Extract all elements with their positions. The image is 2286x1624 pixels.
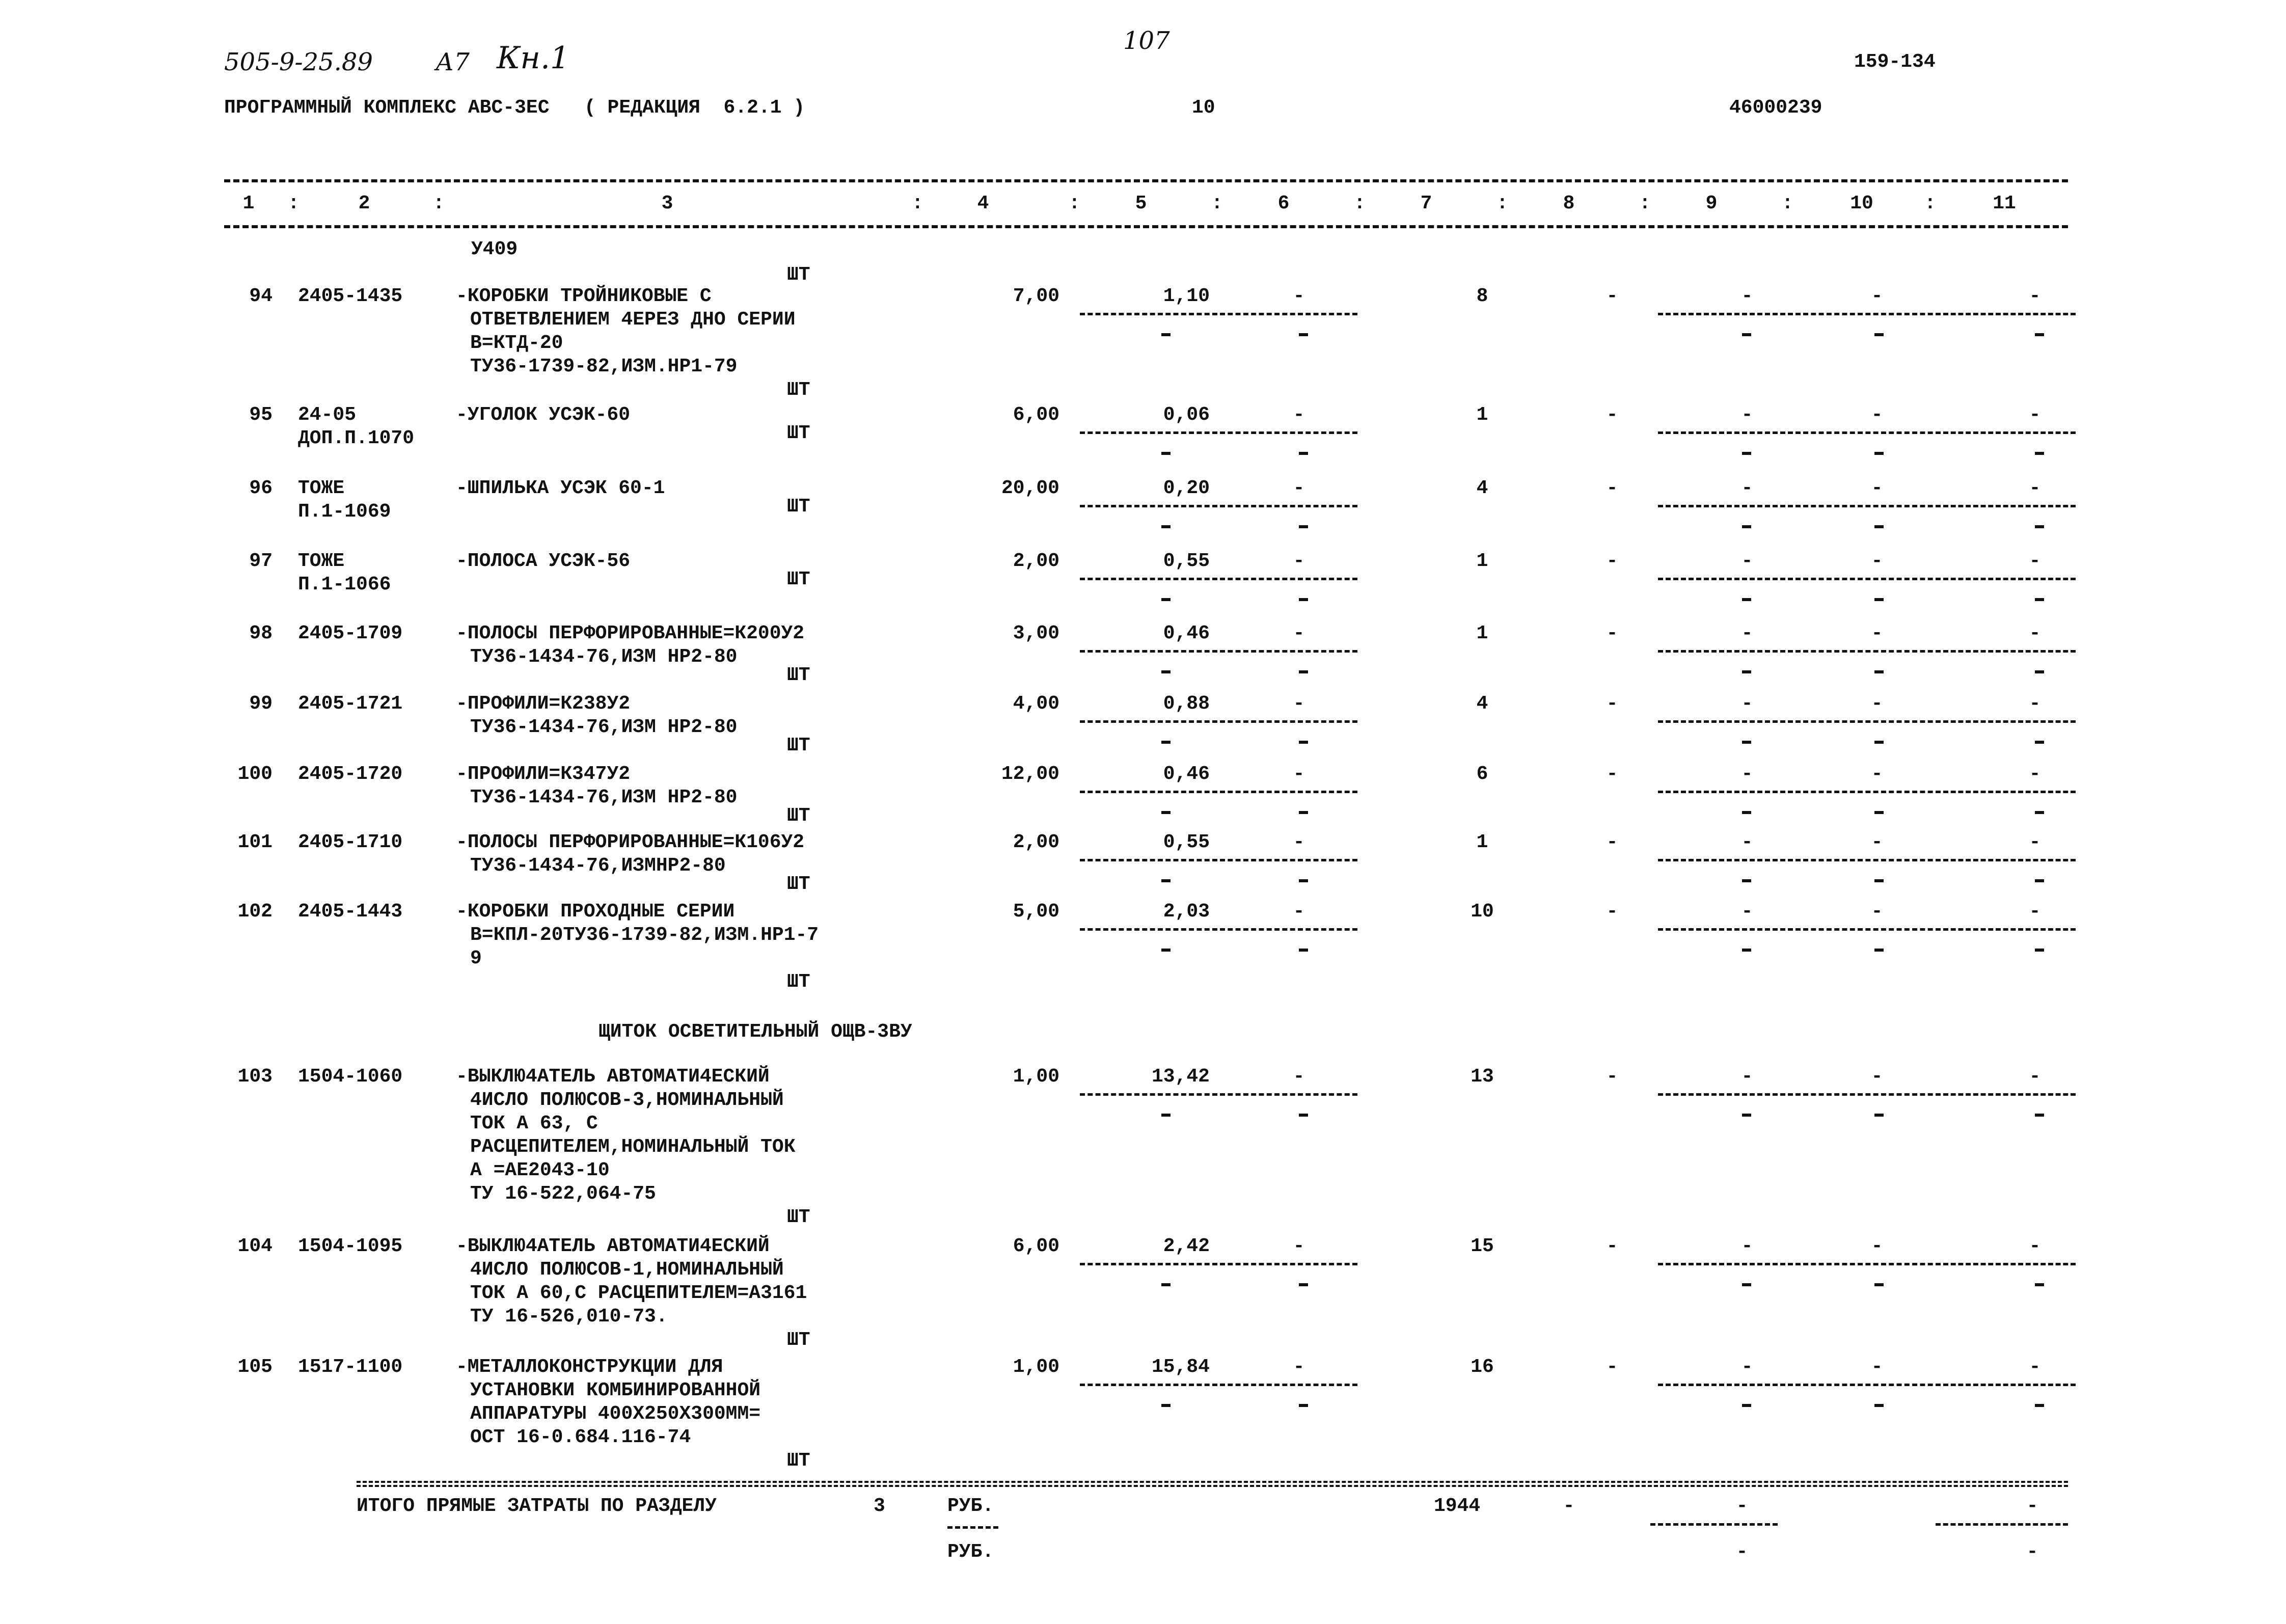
- item-description: РАСЦЕПИТЕЛЕМ,НОМИНАЛЬНЫЙ ТОК: [470, 1136, 796, 1158]
- doc-id: 46000239: [1729, 97, 1822, 119]
- item-unit: ШТ: [787, 664, 810, 686]
- cell-c8: -: [1606, 831, 1618, 853]
- item-description: ОТВЕТВЛЕНИЕМ 4ЕРЕЗ ДНО СЕРИИ: [470, 309, 796, 331]
- item-description: -ПРОФИЛИ=К238У2: [456, 693, 631, 715]
- item-code: 2405-1443: [298, 901, 403, 923]
- item-description: -ПОЛОСЫ ПЕРФОРИРОВАННЫЕ=К106У2: [456, 831, 805, 853]
- cell-c11: -: [2029, 477, 2041, 499]
- cell-c6: -: [1293, 550, 1305, 572]
- item-description: 4ИСЛО ПОЛЮСОВ-3,НОМИНАЛЬНЫЙ: [470, 1089, 784, 1111]
- item-code: ДОП.П.1070: [298, 427, 415, 449]
- cell-c9: -: [1741, 1066, 1753, 1088]
- cell-c10: -: [1871, 901, 1883, 923]
- item-description: ТУ36-1434-76,ИЗМ НР2-80: [470, 787, 738, 808]
- cell-c6: -: [1293, 831, 1305, 853]
- row-number: 102: [237, 901, 273, 923]
- item-description: -ПРОФИЛИ=К347У2: [456, 763, 631, 785]
- cell-c10: -: [1871, 831, 1883, 853]
- continuation-text: У409: [471, 238, 518, 260]
- sheet-number: 10: [1192, 97, 1215, 119]
- cell-price: 0,55: [1163, 550, 1210, 572]
- col-header-10: 10: [1850, 193, 1873, 214]
- cell-total: 10: [1471, 901, 1494, 923]
- cell-total: 1: [1476, 831, 1488, 853]
- cell-c9: -: [1741, 693, 1753, 715]
- cell-c9: -: [1741, 622, 1753, 644]
- item-description: В=КТД-20: [470, 332, 563, 354]
- totals-col-9b: -: [1736, 1541, 1748, 1563]
- item-unit: ШТ: [787, 735, 810, 756]
- album-number: А7: [436, 48, 470, 76]
- col-header-5: 5: [1135, 193, 1147, 214]
- cell-c10: -: [1871, 1356, 1883, 1378]
- cell-c11: -: [2029, 285, 2041, 307]
- header-rule-bottom: [224, 225, 2068, 228]
- cell-total: 16: [1471, 1356, 1494, 1378]
- totals-col-8: -: [1563, 1495, 1575, 1517]
- item-code: 2405-1710: [298, 831, 403, 853]
- col-header-7: 7: [1420, 193, 1432, 214]
- col-header-1: 1: [242, 193, 255, 214]
- cell-c11: -: [2029, 1235, 2041, 1257]
- item-unit: ШТ: [787, 971, 810, 993]
- doc-code: 505-9-25.89: [224, 48, 373, 76]
- item-unit: ШТ: [787, 873, 810, 895]
- item-description: ОСТ 16-0.684.116-74: [470, 1426, 691, 1448]
- col-header-4: 4: [977, 193, 989, 214]
- item-description: А =АЕ2043-10: [470, 1159, 610, 1181]
- cell-c11: -: [2029, 693, 2041, 715]
- cell-c8: -: [1606, 693, 1618, 715]
- cell-price: 0,55: [1163, 831, 1210, 853]
- item-description: ТОК А 60,С РАСЦЕПИТЕЛЕМ=А3161: [470, 1282, 807, 1304]
- row-number: 105: [237, 1356, 273, 1378]
- document-page: 505-9-25.89 А7 Кн.1 107 159-134 ПРОГРАММНЫЙ КОМПЛЕКС АВС-3ЕС ( РЕДАКЦИЯ 6.2.1 ) 10 46000239 1 2 3 4 5 6 7 8 9 10 11 : : : : : : : : : : У409 ШТ 94 2405-1435 -КОРОБКИ ТРОЙНИКОВЫЕ С ОТВЕТВЛЕНИЕМ 4ЕРЕЗ ДНО СЕРИИ В=КТД-20 ТУ36-1739-82,ИЗМ.НР1-79 ШТ 7,00 1,10 - 8 - - - - 95 24-05 ДОП.П.1070 -УГОЛОК УСЭК-60 ШТ 6,00 0,06 - 1 - - - - 96 ТОЖЕ П.1-1069 -ШПИЛЬКА УСЭК 60-1 ШТ 20,00 0,20 - 4 - - - - 97 ТОЖЕ П.1-1066 -ПОЛОСА УСЭК-56 ШТ 2,00 0,55 - 1 - - - - 98 2405-1709 -ПОЛОСЫ ПЕРФОРИРОВАННЫЕ=К200У2 ТУ36-1434-76,ИЗМ НР2-80 ШТ 3,00 0,46 - 1 - - - - 99 2405-1721 -ПРОФИЛИ=К238У2 ТУ36-1434-76,ИЗМ НР2-80 ШТ 4,00 0,88 - 4 - - - - 100 2405-1720 -ПРОФИЛИ=К347У2 ТУ36-1434-76,ИЗМ НР2-80 ШТ 12,00 0,46 - 6 - - - - 101 2405-1710 -ПОЛОСЫ ПЕРФОРИРОВАННЫЕ=К106У2 ТУ36-1434-76,ИЗМНР2-80 ШТ 2,00 0,55 - 1 - - - - 102 2405-1443 -КОРОБКИ ПРОХОДНЫЕ СЕРИИ В=КПЛ-20ТУ36-1739-82,ИЗМ.НР1-7 9 ШТ 5,00 2,03 - 10 - - - - 103 1504-1060 -ВЫКЛЮ4АТЕЛЬ АВТОМАТИ4ЕСКИЙ 4ИСЛО ПОЛЮСОВ-3,НОМИНАЛЬНЫЙ ТОК А 63, С РАСЦЕПИТЕЛЕМ,НОМИНАЛЬНЫЙ ТОК А =АЕ2043-10 ТУ 16-522,064-75 ШТ 1,00 13,42 - 13 - - - - 104 1504-1095 -ВЫКЛЮ4АТЕЛЬ АВТОМАТИ4ЕСКИЙ 4ИСЛО ПОЛЮСОВ-1,НОМИНАЛЬНЫЙ ТОК А 60,С РАСЦЕПИТЕЛЕМ=А3161 ТУ 16-526,010-73. ШТ 6,00 2,42 - 15 - - - - 105 1517-1100 -МЕТАЛЛОКОНСТРУКЦИИ ДЛЯ УСТАНОВКИ КОМБИНИРОВАННОЙ АППАРАТУРЫ 400Х250Х300ММ= ОСТ 16-0.684.116-74 ШТ 1,00 15,84 - 16 - - - - ЩИТОК ОСВЕТИТЕЛЬНЫЙ ОЩВ-3ВУ ИТОГО ПРЯМЫЕ ЗАТРАТЫ ПО РАЗДЕЛУ 3 РУБ. РУБ. 1944 - - - - -: [0, 0, 2286, 1624]
- cell-c10: -: [1871, 693, 1883, 715]
- cell-c9: -: [1741, 404, 1753, 426]
- cell-c10: -: [1871, 477, 1883, 499]
- cell-qty: 2,00: [1013, 831, 1059, 853]
- item-code: 2405-1720: [298, 763, 403, 785]
- cell-c6: -: [1293, 404, 1305, 426]
- row-number: 104: [237, 1235, 273, 1257]
- cell-c9: -: [1741, 1356, 1753, 1378]
- item-description: 9: [470, 948, 482, 969]
- item-code: 1504-1095: [298, 1235, 403, 1257]
- col-header-3: 3: [661, 193, 673, 214]
- cell-c8: -: [1606, 285, 1618, 307]
- cell-c9: -: [1741, 763, 1753, 785]
- cell-total: 4: [1476, 693, 1488, 715]
- cell-c9: -: [1741, 285, 1753, 307]
- item-description: АППАРАТУРЫ 400Х250Х300ММ=: [470, 1403, 761, 1425]
- cell-price: 0,20: [1163, 477, 1210, 499]
- cell-c6: -: [1293, 1235, 1305, 1257]
- cell-qty: 12,00: [1001, 763, 1059, 785]
- item-code: 24-05: [298, 404, 357, 426]
- cell-qty: 6,00: [1013, 404, 1059, 426]
- item-description: ТУ36-1434-76,ИЗМ НР2-80: [470, 646, 738, 668]
- row-number: 100: [237, 763, 273, 785]
- cell-c8: -: [1606, 901, 1618, 923]
- item-description: ТУ 16-522,064-75: [470, 1183, 656, 1205]
- item-unit: ШТ: [787, 805, 810, 827]
- row-number: 101: [237, 831, 273, 853]
- totals-rule-top: [357, 1481, 2068, 1483]
- totals-col-9: -: [1736, 1495, 1748, 1517]
- cell-c11: -: [2029, 901, 2041, 923]
- item-unit: ШТ: [787, 422, 810, 444]
- totals-col-11b: -: [2026, 1541, 2038, 1563]
- item-description: -ВЫКЛЮ4АТЕЛЬ АВТОМАТИ4ЕСКИЙ: [456, 1235, 770, 1257]
- cell-c6: -: [1293, 763, 1305, 785]
- cell-c10: -: [1871, 550, 1883, 572]
- cell-c10: -: [1871, 1066, 1883, 1088]
- item-description: -УГОЛОК УСЭК-60: [456, 404, 631, 426]
- cell-price: 13,42: [1151, 1066, 1210, 1088]
- cell-qty: 1,00: [1013, 1356, 1059, 1378]
- cell-c11: -: [2029, 1066, 2041, 1088]
- header-rule-top: [224, 179, 2068, 182]
- item-unit: ШТ: [787, 496, 810, 518]
- item-code: 1504-1060: [298, 1066, 403, 1088]
- totals-rule-top-2: [357, 1485, 2068, 1487]
- item-code: П.1-1069: [298, 501, 391, 523]
- cell-qty: 4,00: [1013, 693, 1059, 715]
- cell-c6: -: [1293, 622, 1305, 644]
- sheet-code: 159-134: [1854, 51, 1936, 73]
- item-description: -ВЫКЛЮ4АТЕЛЬ АВТОМАТИ4ЕСКИЙ: [456, 1066, 770, 1088]
- row-number: 98: [249, 622, 273, 644]
- program-line: ПРОГРАММНЫЙ КОМПЛЕКС АВС-3ЕС ( РЕДАКЦИЯ 6.2.1 ): [224, 97, 805, 119]
- totals-value: 1944: [1434, 1495, 1481, 1517]
- cell-total: 1: [1476, 404, 1488, 426]
- cell-c9: -: [1741, 901, 1753, 923]
- cell-c11: -: [2029, 763, 2041, 785]
- cell-c10: -: [1871, 622, 1883, 644]
- item-unit: ШТ: [787, 379, 810, 401]
- cell-price: 2,03: [1163, 901, 1210, 923]
- item-unit: ШТ: [787, 1329, 810, 1351]
- cell-price: 0,88: [1163, 693, 1210, 715]
- item-description: ТОК А 63, С: [470, 1113, 598, 1134]
- item-code: 2405-1435: [298, 285, 403, 307]
- cell-c9: -: [1741, 550, 1753, 572]
- cell-c6: -: [1293, 285, 1305, 307]
- col-header-8: 8: [1563, 193, 1575, 214]
- item-description: -ПОЛОСЫ ПЕРФОРИРОВАННЫЕ=К200У2: [456, 622, 805, 644]
- item-unit: ШТ: [787, 1450, 810, 1472]
- cell-c11: -: [2029, 622, 2041, 644]
- cell-price: 15,84: [1151, 1356, 1210, 1378]
- item-description: ТУ36-1434-76,ИЗМ НР2-80: [470, 716, 738, 738]
- cell-c11: -: [2029, 404, 2041, 426]
- cell-c8: -: [1606, 1066, 1618, 1088]
- cell-c11: -: [2029, 831, 2041, 853]
- totals-label: ИТОГО ПРЯМЫЕ ЗАТРАТЫ ПО РАЗДЕЛУ: [357, 1495, 717, 1517]
- col-header-2: 2: [358, 193, 370, 214]
- cell-c8: -: [1606, 1356, 1618, 1378]
- cell-qty: 1,00: [1013, 1066, 1059, 1088]
- item-description: УСТАНОВКИ КОМБИНИРОВАННОЙ: [470, 1379, 761, 1401]
- book-number: Кн.1: [497, 40, 570, 76]
- section-title: ЩИТОК ОСВЕТИТЕЛЬНЫЙ ОЩВ-3ВУ: [598, 1021, 912, 1043]
- item-code: П.1-1066: [298, 574, 391, 596]
- cell-total: 4: [1476, 477, 1488, 499]
- cell-qty: 2,00: [1013, 550, 1059, 572]
- cell-total: 6: [1476, 763, 1488, 785]
- item-description: ТУ 16-526,010-73.: [470, 1306, 668, 1328]
- row-number: 95: [249, 404, 273, 426]
- row-number: 96: [249, 477, 273, 499]
- cell-c10: -: [1871, 763, 1883, 785]
- totals-unit-2: РУБ.: [947, 1541, 994, 1563]
- item-description: -ШПИЛЬКА УСЭК 60-1: [456, 477, 665, 499]
- col-header-9: 9: [1705, 193, 1718, 214]
- item-description: -МЕТАЛЛОКОНСТРУКЦИИ ДЛЯ: [456, 1356, 723, 1378]
- item-description: -ПОЛОСА УСЭК-56: [456, 550, 631, 572]
- cell-c9: -: [1741, 1235, 1753, 1257]
- totals-section: 3: [874, 1495, 885, 1517]
- cell-price: 0,06: [1163, 404, 1210, 426]
- page-number: 107: [1123, 26, 1170, 55]
- cell-c8: -: [1606, 1235, 1618, 1257]
- cell-qty: 20,00: [1001, 477, 1059, 499]
- cell-c8: -: [1606, 622, 1618, 644]
- cell-c8: -: [1606, 550, 1618, 572]
- cell-total: 8: [1476, 285, 1488, 307]
- cell-c8: -: [1606, 763, 1618, 785]
- item-unit: ШТ: [787, 1206, 810, 1228]
- item-description: -КОРОБКИ ТРОЙНИКОВЫЕ С: [456, 285, 712, 307]
- cell-qty: 3,00: [1013, 622, 1059, 644]
- item-code: 1517-1100: [298, 1356, 403, 1378]
- cell-price: 1,10: [1163, 285, 1210, 307]
- cell-qty: 6,00: [1013, 1235, 1059, 1257]
- cell-c6: -: [1293, 693, 1305, 715]
- item-code: 2405-1721: [298, 693, 403, 715]
- col-header-11: 11: [1993, 193, 2016, 214]
- cell-c10: -: [1871, 404, 1883, 426]
- cell-total: 1: [1476, 622, 1488, 644]
- continuation-unit: ШТ: [787, 264, 810, 286]
- totals-unit-1: РУБ.: [947, 1495, 994, 1517]
- cell-qty: 5,00: [1013, 901, 1059, 923]
- cell-c8: -: [1606, 477, 1618, 499]
- cell-c8: -: [1606, 404, 1618, 426]
- cell-c6: -: [1293, 477, 1305, 499]
- row-number: 99: [249, 693, 273, 715]
- item-description: ТУ36-1739-82,ИЗМ.НР1-79: [470, 356, 738, 377]
- cell-c10: -: [1871, 285, 1883, 307]
- col-header-6: 6: [1277, 193, 1290, 214]
- cell-c9: -: [1741, 831, 1753, 853]
- item-unit: ШТ: [787, 569, 810, 590]
- item-code: 2405-1709: [298, 622, 403, 644]
- cell-price: 0,46: [1163, 763, 1210, 785]
- item-description: -КОРОБКИ ПРОХОДНЫЕ СЕРИИ: [456, 901, 735, 923]
- row-number: 97: [249, 550, 273, 572]
- item-code: ТОЖЕ: [298, 477, 345, 499]
- cell-c6: -: [1293, 1066, 1305, 1088]
- cell-c11: -: [2029, 1356, 2041, 1378]
- cell-total: 13: [1471, 1066, 1494, 1088]
- cell-c10: -: [1871, 1235, 1883, 1257]
- row-number: 103: [237, 1066, 273, 1088]
- item-description: ТУ36-1434-76,ИЗМНР2-80: [470, 855, 726, 877]
- cell-c9: -: [1741, 477, 1753, 499]
- item-description: В=КПЛ-20ТУ36-1739-82,ИЗМ.НР1-7: [470, 924, 819, 946]
- cell-total: 1: [1476, 550, 1488, 572]
- item-description: 4ИСЛО ПОЛЮСОВ-1,НОМИНАЛЬНЫЙ: [470, 1259, 784, 1281]
- item-code: ТОЖЕ: [298, 550, 345, 572]
- cell-c11: -: [2029, 550, 2041, 572]
- cell-price: 0,46: [1163, 622, 1210, 644]
- cell-c6: -: [1293, 1356, 1305, 1378]
- cell-total: 15: [1471, 1235, 1494, 1257]
- cell-qty: 7,00: [1013, 285, 1059, 307]
- totals-col-11: -: [2026, 1495, 2038, 1517]
- cell-c6: -: [1293, 901, 1305, 923]
- cell-price: 2,42: [1163, 1235, 1210, 1257]
- row-number: 94: [249, 285, 273, 307]
